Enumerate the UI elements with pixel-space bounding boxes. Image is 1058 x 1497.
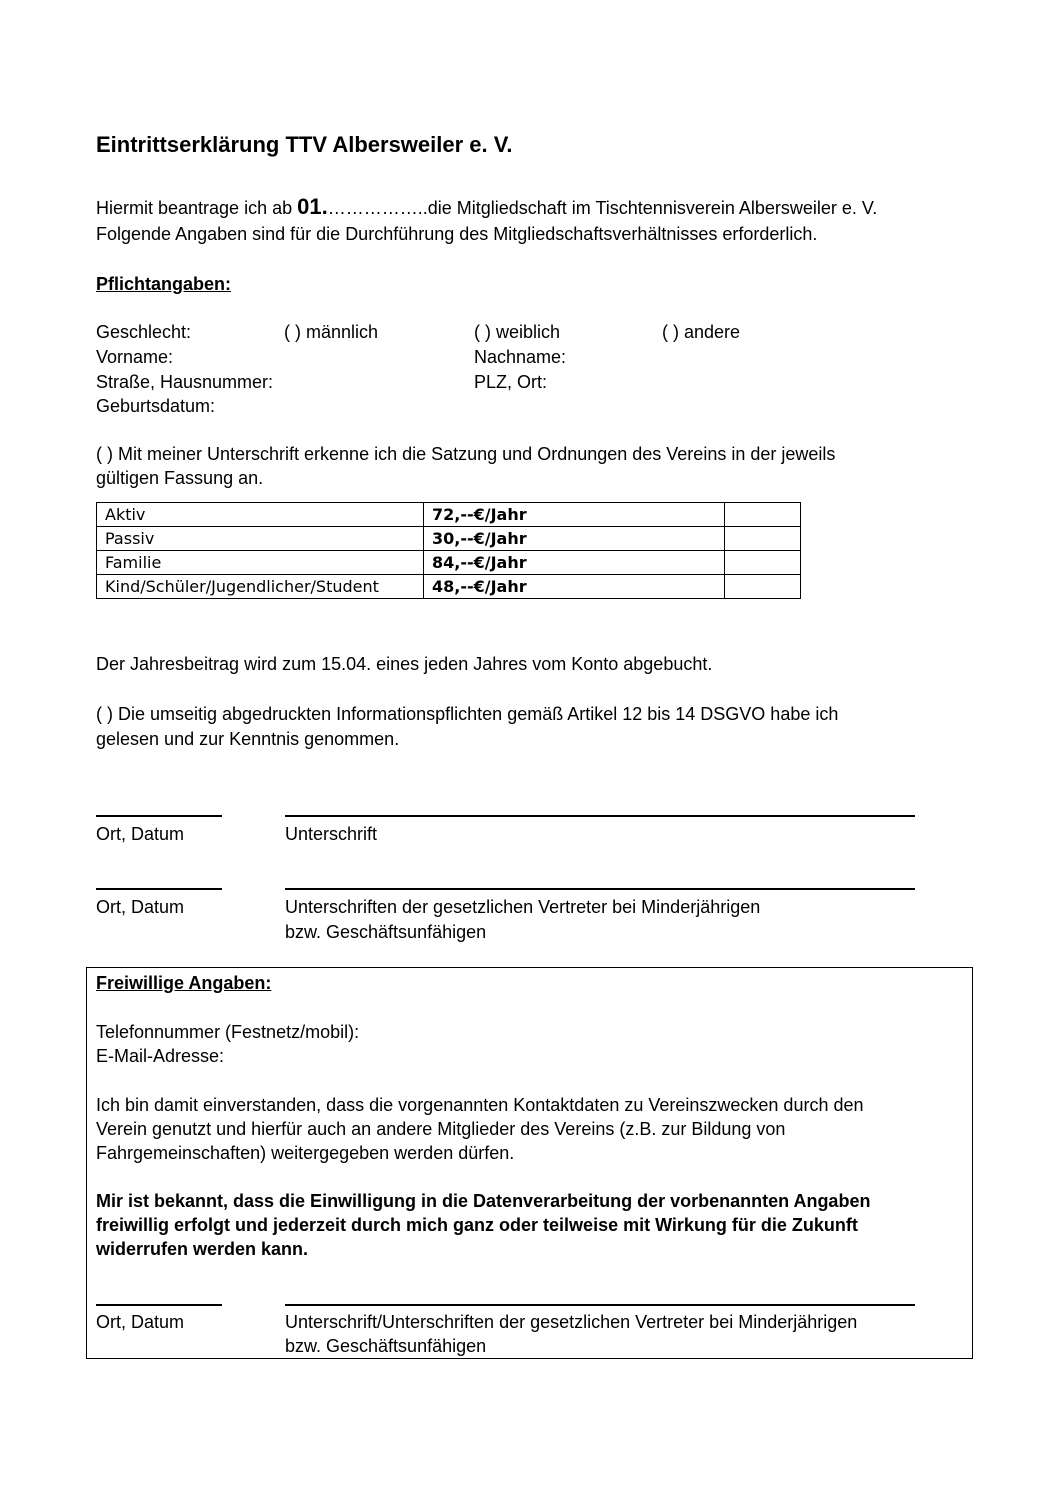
fee-check-cell[interactable] xyxy=(725,575,801,599)
table-row xyxy=(97,527,801,551)
place-date-line[interactable] xyxy=(96,1304,222,1306)
gender-option-other[interactable]: ( ) andere xyxy=(662,322,741,342)
voluntary-signature-line[interactable] xyxy=(285,1304,915,1306)
gdpr-line-1[interactable]: ( ) Die umseitig abgedruckten Informationspflichten gemäß Artikel 12 bis 14 DSGVO habe ich xyxy=(96,704,839,724)
debit-note: Der Jahresbeitrag wird zum 15.04. eines jeden Jahres vom Konto abgebucht. xyxy=(96,654,713,674)
last-name-label: Nachname: xyxy=(474,347,567,367)
intro-start-date: 01. xyxy=(297,194,328,219)
signature-line[interactable] xyxy=(285,815,915,817)
guardian-signature-line[interactable] xyxy=(285,888,915,890)
phone-label: Telefonnummer (Festnetz/mobil): xyxy=(96,1022,360,1042)
fee-category: Kind/Schüler/Jugendlicher/Student xyxy=(97,575,424,599)
voluntary-signature-label-2: bzw. Geschäftsunfähigen xyxy=(285,1336,487,1356)
place-date-label: Ort, Datum xyxy=(96,1312,185,1332)
street-label: Straße, Hausnummer: xyxy=(96,372,274,392)
signature-label: Unterschrift xyxy=(285,824,378,844)
consent-line-2: Verein genutzt und hierfür auch an andere Mitglieder des Vereins (z.B. zur Bildung von xyxy=(96,1119,786,1139)
voluntary-heading: Freiwillige Angaben: xyxy=(96,973,272,993)
fee-price: 48,--€/Jahr xyxy=(424,575,725,599)
gender-option-female[interactable]: ( ) weiblich xyxy=(474,322,561,342)
table-row xyxy=(97,551,801,575)
guardian-signature-label-2: bzw. Geschäftsunfähigen xyxy=(285,922,487,942)
mandatory-heading: Pflichtangaben: xyxy=(96,274,232,294)
fee-category: Passiv xyxy=(97,527,424,551)
fee-price: 84,--€/Jahr xyxy=(424,551,725,575)
zip-city-label: PLZ, Ort: xyxy=(474,372,548,392)
notice-line-1: Mir ist bekannt, dass die Einwilligung in die Datenverarbeitung der vorbenannten Angaben xyxy=(96,1191,871,1211)
voluntary-signature-label-1: Unterschrift/Unterschriften der gesetzlichen Vertreter bei Minderjährigen xyxy=(285,1312,858,1332)
fee-check-cell[interactable] xyxy=(725,527,801,551)
fee-table xyxy=(96,502,801,599)
fee-price: 72,--€/Jahr xyxy=(424,503,725,527)
intro-suffix: die Mitgliedschaft im Tischtennisverein Albersweiler e. V. xyxy=(427,198,878,218)
fee-check-cell[interactable] xyxy=(725,503,801,527)
email-label: E-Mail-Adresse: xyxy=(96,1046,225,1066)
fee-check-cell[interactable] xyxy=(725,551,801,575)
gdpr-line-2: gelesen und zur Kenntnis genommen. xyxy=(96,729,400,749)
gender-label: Geschlecht: xyxy=(96,322,192,342)
guardian-signature-label-1: Unterschriften der gesetzlichen Vertreter bei Minderjährigen xyxy=(285,897,761,917)
fee-price: 30,--€/Jahr xyxy=(424,527,725,551)
table-row xyxy=(97,575,801,599)
intro-line-2: Folgende Angaben sind für die Durchführung des Mitgliedschaftsverhältnisses erforderlich. xyxy=(96,224,818,244)
place-date-line[interactable] xyxy=(96,815,222,817)
consent-line-1: Ich bin damit einverstanden, dass die vorgenannten Kontaktdaten zu Vereinszwecken durch den xyxy=(96,1095,864,1115)
intro-date-dots: …………….. xyxy=(327,198,428,218)
statute-line-1[interactable]: ( ) Mit meiner Unterschrift erkenne ich die Satzung und Ordnungen des Vereins in der jeweils xyxy=(96,444,836,464)
place-date-line[interactable] xyxy=(96,888,222,890)
consent-line-3: Fahrgemeinschaften) weitergegeben werden dürfen. xyxy=(96,1143,515,1163)
fee-category: Familie xyxy=(97,551,424,575)
page-title: Eintrittserklärung TTV Albersweiler e. V. xyxy=(96,132,513,157)
table-row xyxy=(97,503,801,527)
first-name-label: Vorname: xyxy=(96,347,174,367)
birthdate-label: Geburtsdatum: xyxy=(96,396,216,416)
notice-line-2: freiwillig erfolgt und jederzeit durch mich ganz oder teilweise mit Wirkung für die Zukunft xyxy=(96,1215,858,1235)
place-date-label: Ort, Datum xyxy=(96,824,185,844)
statute-line-2: gültigen Fassung an. xyxy=(96,468,264,488)
notice-line-3: widerrufen werden kann. xyxy=(96,1239,309,1259)
gender-option-male[interactable]: ( ) männlich xyxy=(284,322,379,342)
fee-category: Aktiv xyxy=(97,503,424,527)
intro-prefix: Hiermit beantrage ich ab xyxy=(96,198,298,218)
place-date-label: Ort, Datum xyxy=(96,897,185,917)
intro-line-1 xyxy=(96,195,976,220)
